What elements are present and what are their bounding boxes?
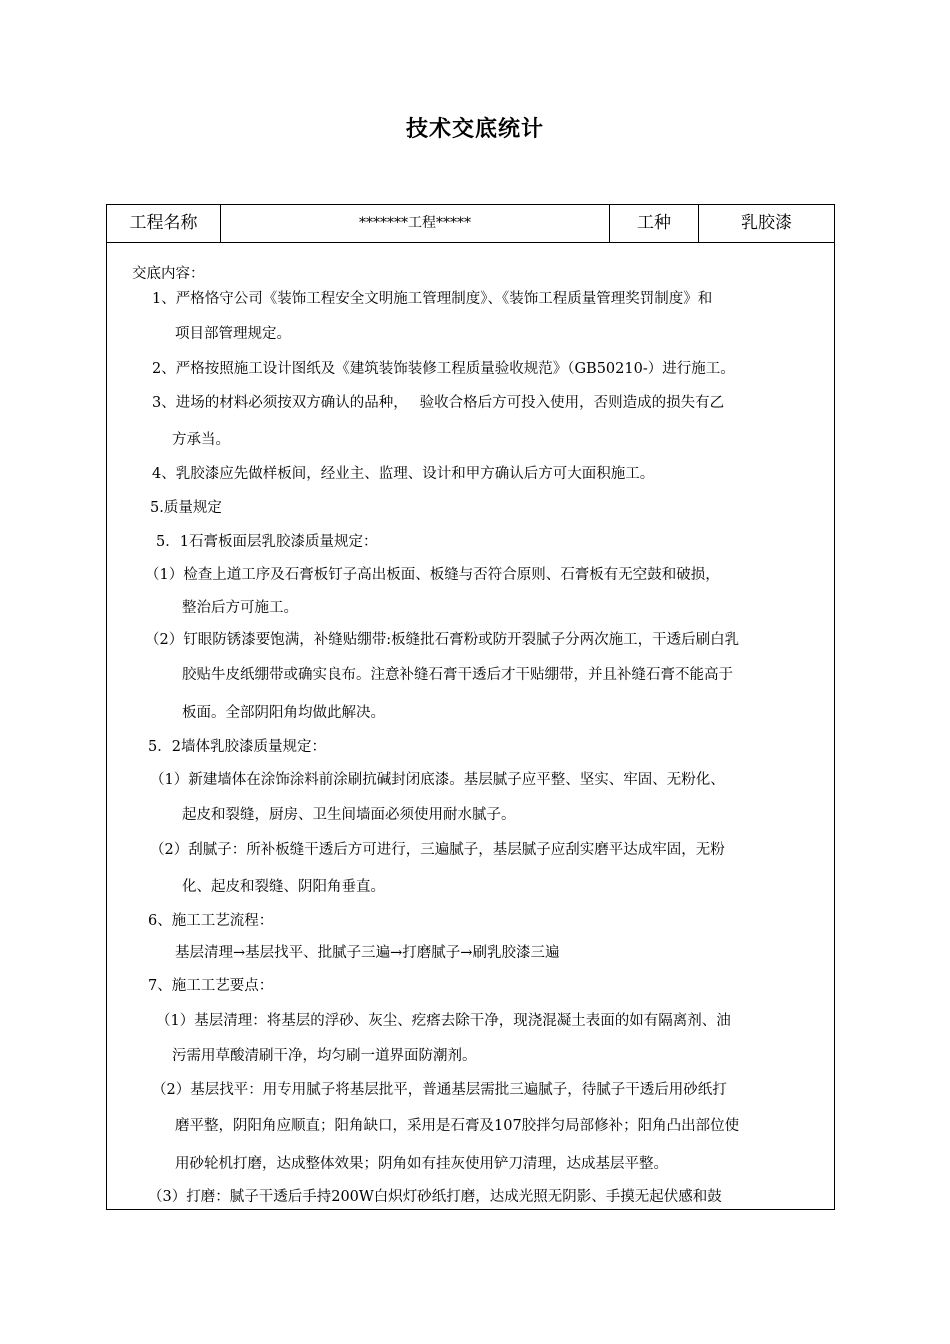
content-line: （1）新建墙体在涂饰涂料前涂刷抗碱封闭底漆。基层腻子应平整、坚实、牢固、无粉化、: [150, 772, 725, 788]
content-line: 污需用草酸清刷干净，均匀刷一道界面防潮剂。: [172, 1048, 477, 1064]
content-line: 整治后方可施工。: [182, 600, 298, 616]
content-heading: 交底内容：: [132, 266, 205, 282]
content-line: 方承当。: [172, 432, 230, 448]
content-line: 化、起皮和裂缝、阴阳角垂直。: [182, 879, 385, 895]
page-title: 技术交底统计: [405, 116, 544, 142]
trade-label: 工种: [610, 205, 699, 242]
content-line: （1）基层清理：将基层的浮砂、灰尘、疙瘩去除干净，现浇混凝土表面的如有隔离剂、油: [156, 1013, 731, 1029]
content-line: 项目部管理规定。: [175, 326, 291, 342]
content-line: 基层清理→基层找平、批腻子三遍→打磨腻子→刷乳胶漆三遍: [175, 945, 560, 961]
content-line: 3、进场的材料必须按双方确认的品种， 验收合格后方可投入使用，否则造成的损失有乙: [152, 395, 725, 411]
content-line: 起皮和裂缝，厨房、卫生间墙面必须使用耐水腻子。: [182, 807, 516, 823]
content-line: 4、乳胶漆应先做样板间，经业主、监理、设计和甲方确认后方可大面积施工。: [152, 466, 655, 482]
content-line: 5.质量规定: [150, 500, 222, 516]
content-line: （2）基层找平：用专用腻子将基层批平，普通基层需批三遍腻子，待腻子干透后用砂纸打: [152, 1082, 727, 1098]
content-line: 6、施工工艺流程：: [148, 913, 274, 929]
content-line: （3）打磨：腻子干透后手持200W白炽灯砂纸打磨，达成光照无阴影、手摸无起伏感和鼓: [148, 1189, 722, 1205]
content-line: 用砂轮机打磨，达成整体效果；阴角如有挂灰使用铲刀清理，达成基层平整。: [175, 1156, 668, 1172]
content-line: 5．2墙体乳胶漆质量规定：: [148, 739, 326, 755]
content-line: 胶贴牛皮纸绷带或确实良布。注意补缝石膏干透后才干贴绷带，并且补缝石膏不能高于: [182, 667, 733, 683]
content-line: 磨平整，阴阳角应顺直；阳角缺口，采用是石膏及107胶拌匀局部修补；阳角凸出部位使: [175, 1118, 740, 1134]
content-line: （2）刮腻子：所补板缝干透后方可进行，三遍腻子，基层腻子应刮实磨平达成牢固，无粉: [150, 842, 725, 858]
trade-value: 乳胶漆: [741, 213, 792, 233]
content-line: 7、施工工艺要点：: [148, 978, 274, 994]
content-line: （2）钉眼防锈漆要饱满，补缝贴绷带:板缝批石膏粉或防开裂腻子分两次施工，干透后刷白乳: [145, 632, 740, 648]
content-line: 板面。全部阴阳角均做此解决。: [182, 705, 385, 721]
content-line: （1）检查上道工序及石膏板钉子高出板面、板缝与否符合原则、石膏板有无空鼓和破损，: [145, 567, 720, 583]
content-line: 5．1石膏板面层乳胶漆质量规定：: [156, 534, 378, 550]
project-name-label: 工程名称: [107, 205, 221, 242]
header-row: [107, 205, 834, 243]
project-name-value: *******工程*****: [221, 205, 610, 242]
content-line: 2、严格按照施工设计图纸及《建筑装饰装修工程质量验收规范》（GB50210-）进行施工。: [152, 361, 735, 377]
content-line: 1、严格恪守公司《装饰工程安全文明施工管理制度》、《装饰工程质量管理奖罚制度》和: [152, 291, 713, 307]
